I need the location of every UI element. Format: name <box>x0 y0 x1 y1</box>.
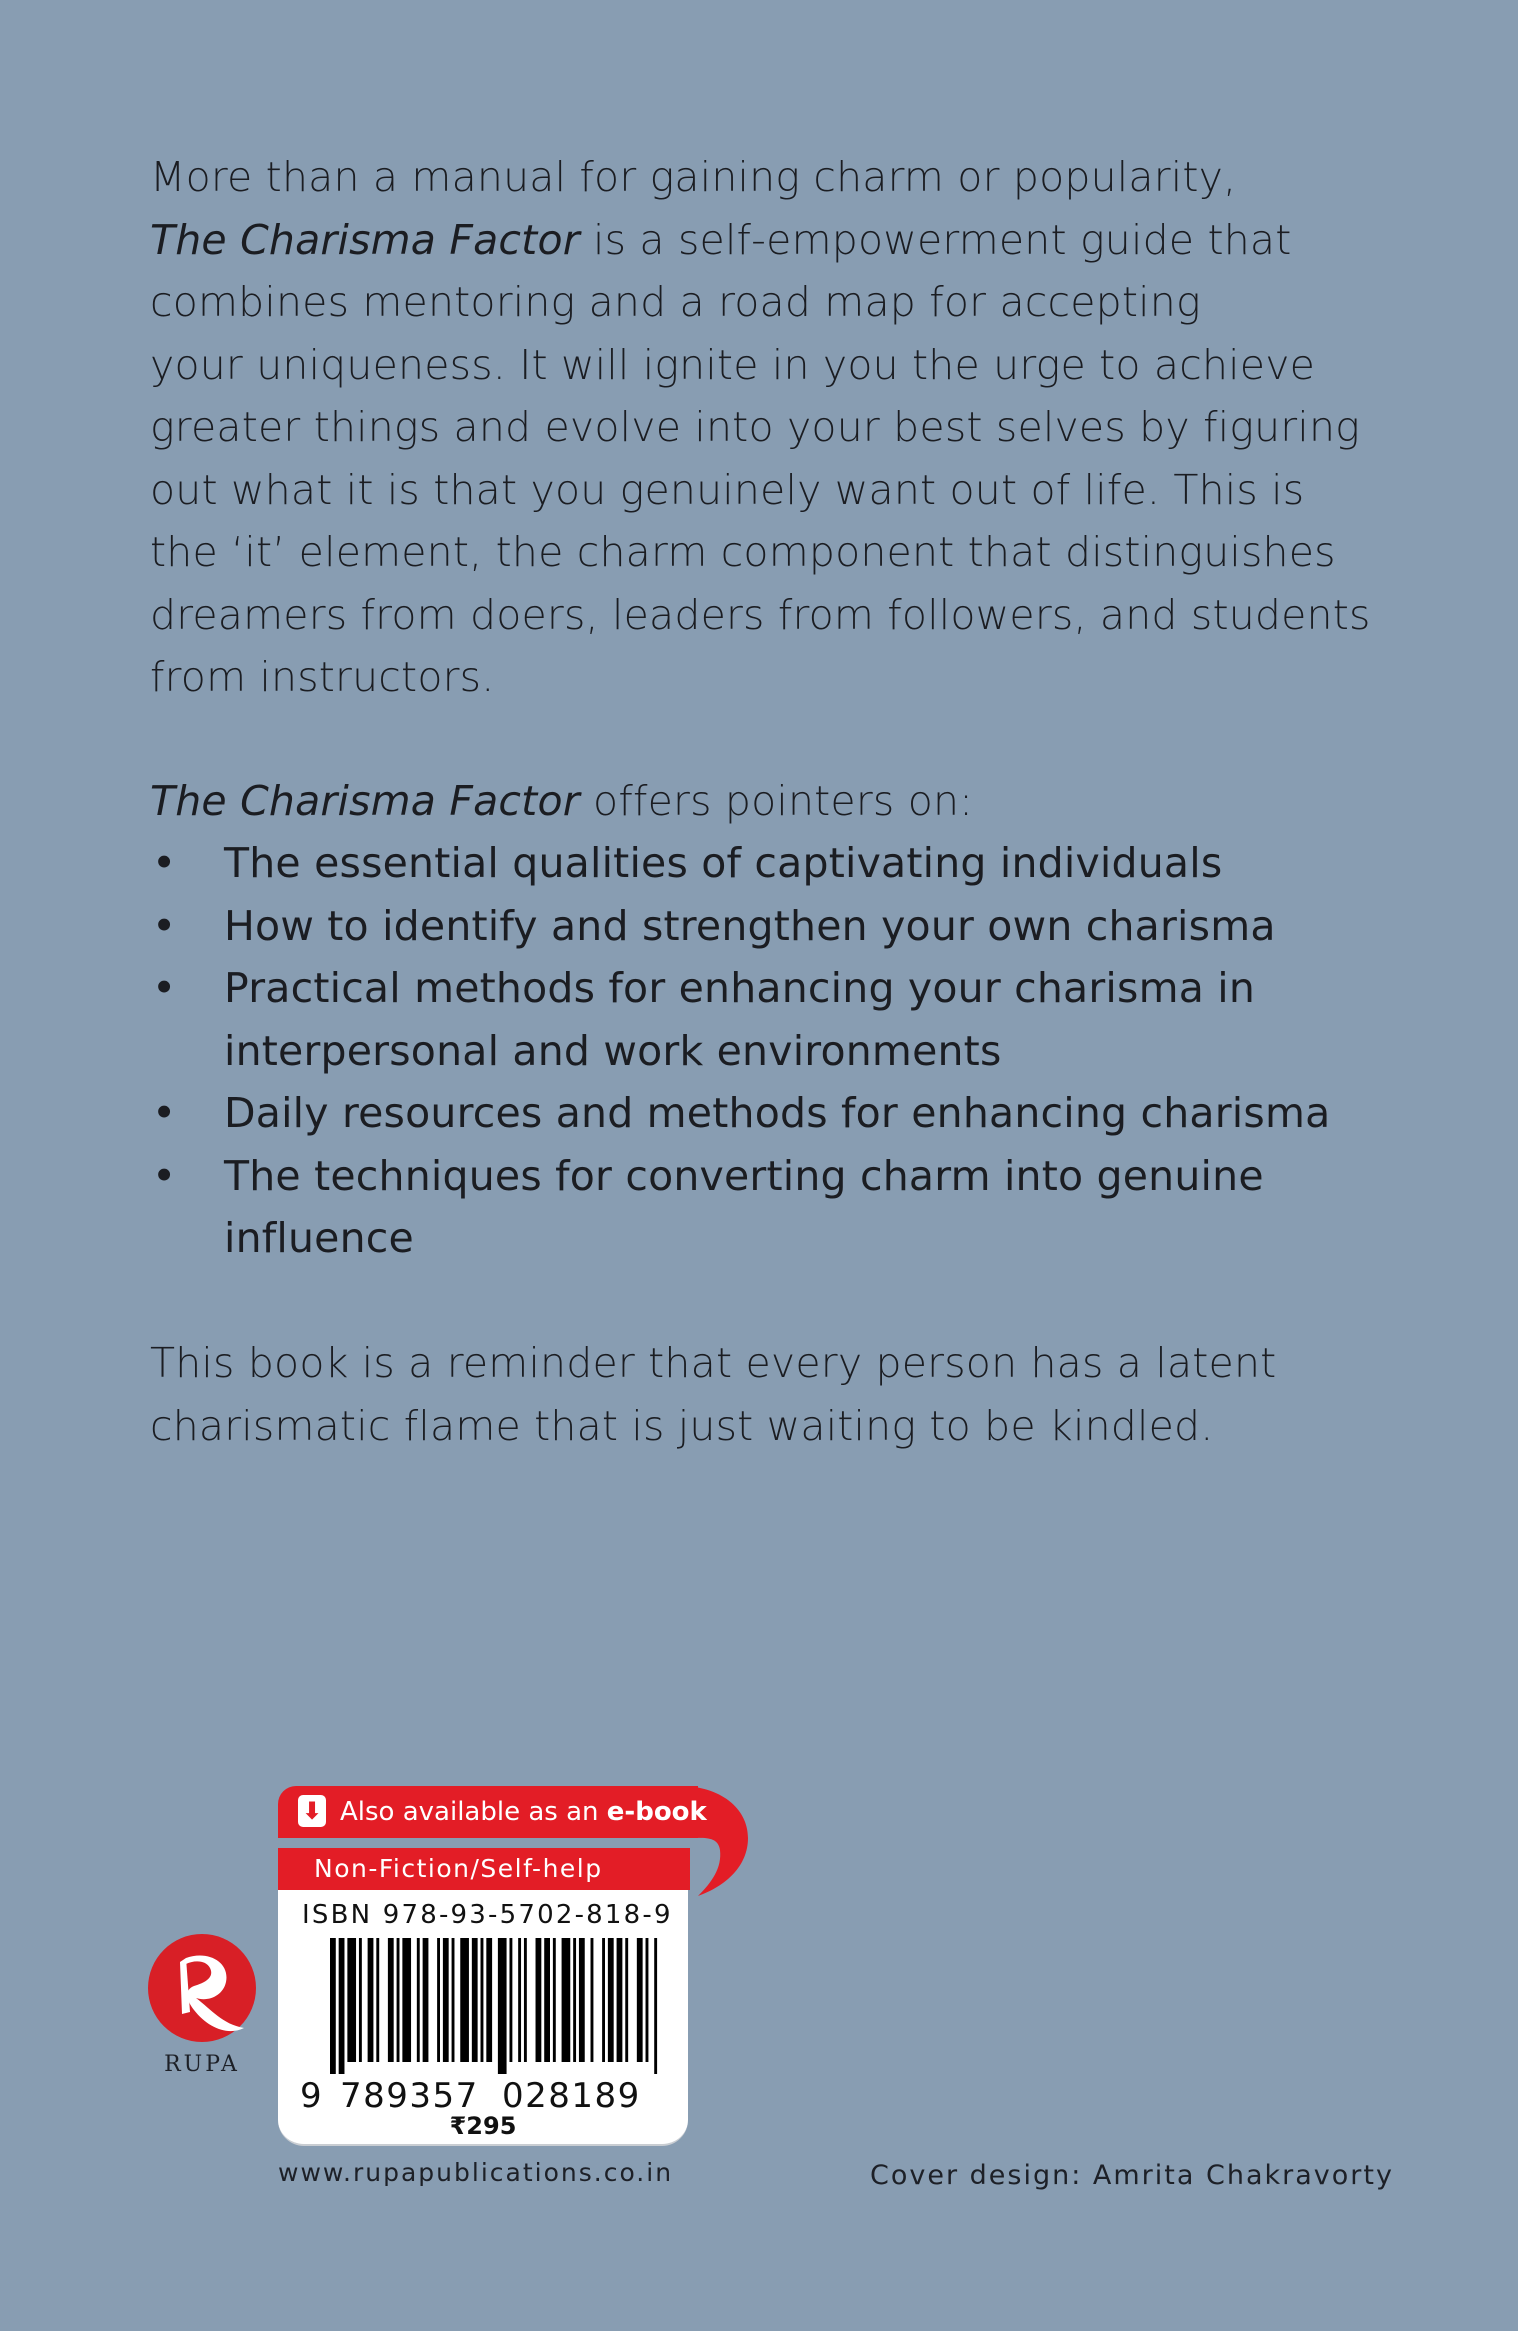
barcode-bar <box>579 1938 585 2062</box>
barcode-bar <box>562 1938 571 2062</box>
barcode-bar <box>654 1938 657 2074</box>
barcode-bar <box>524 1938 527 2062</box>
bullet-icon: • <box>152 839 177 887</box>
pointer-text: Daily resources and methods for enhancing charisma <box>224 1089 1331 1137</box>
genre-label: Non-Fiction/Self-help <box>278 1848 690 1890</box>
blurb-line: combines mentoring and a road map for accepting <box>150 278 1201 326</box>
ebook-availability-banner <box>278 1786 707 1838</box>
pointer-item <box>150 957 1410 1082</box>
pointer-text: Practical methods for enhancing your charisma in <box>224 964 1256 1012</box>
barcode-bar <box>617 1938 623 2062</box>
blurb-paragraph-1 <box>150 146 1410 709</box>
pointer-item <box>150 1082 1410 1145</box>
book-title-italic: The Charisma Factor <box>150 215 580 264</box>
barcode-bar <box>553 1938 556 2062</box>
barcode-bar <box>339 1938 345 2074</box>
pointer-text: The techniques for converting charm into genuine <box>224 1151 1264 1200</box>
barcode-bar <box>646 1938 649 2062</box>
barcode-bar <box>591 1938 594 2062</box>
pointer-item <box>150 1145 1410 1270</box>
blurb-line: out what it is that you genuinely want out of life. This is <box>150 465 1305 514</box>
barcode-panel <box>278 1890 688 2146</box>
blurb-line: the ‘it’ element, the charm component that distinguishes <box>150 528 1336 576</box>
blurb-line: greater things and evolve into your best selves by figuring <box>150 403 1360 451</box>
closing-paragraph <box>150 1332 1410 1457</box>
pointers-list <box>150 832 1410 1270</box>
pointers-intro-line <box>150 770 1410 833</box>
blurb-line: from instructors. <box>150 653 495 701</box>
barcode-bar <box>573 1938 576 2062</box>
pointer-text-continued: influence <box>224 1214 414 1262</box>
pointer-text: The essential qualities of captivating individuals <box>224 839 1223 887</box>
ebook-bold: e-book <box>606 1797 707 1827</box>
download-icon: ⬇ <box>298 1795 326 1827</box>
blurb-line <box>150 209 1410 272</box>
barcode-image <box>330 1938 660 2074</box>
pointers-intro <box>150 770 1410 833</box>
bullet-icon: • <box>152 1151 177 1200</box>
pointer-item <box>150 895 1410 958</box>
barcode-bar <box>509 1938 512 2062</box>
barcode-bar <box>637 1938 643 2062</box>
barcode-bar <box>443 1938 449 2062</box>
blurb-line: your uniqueness. It will ignite in you the urge to achieve <box>150 340 1316 389</box>
blurb-line: More than a manual for gaining charm or popularity, <box>150 153 1237 201</box>
pointer-text: How to identify and strengthen your own charisma <box>224 901 1276 950</box>
barcode-bar <box>544 1938 550 2062</box>
blurb-line: dreamers from doers, leaders from followers, and students <box>150 590 1371 639</box>
barcode-bar <box>402 1938 411 2062</box>
publisher-website: www.rupapublications.co.in <box>278 2158 674 2187</box>
barcode-bar <box>498 1938 507 2074</box>
closing-line: charismatic flame that is just waiting to be kindled. <box>150 1401 1214 1450</box>
barcode-bar <box>536 1938 542 2062</box>
barcode-bar <box>452 1938 455 2062</box>
barcode-bar <box>347 1938 356 2062</box>
price-label: ₹295 <box>449 2112 517 2140</box>
ebook-text <box>340 1786 707 1838</box>
ean-left-group: 789357 <box>340 2076 479 2116</box>
barcode-bar <box>397 1938 400 2062</box>
barcode-bar <box>417 1938 420 2062</box>
barcode-bar <box>625 1938 628 2062</box>
barcode-bar <box>486 1938 492 2062</box>
barcode-bar <box>388 1938 394 2062</box>
barcode-bar <box>518 1938 521 2062</box>
ean-right-group: 028189 <box>502 2076 641 2116</box>
barcode-bar <box>481 1938 484 2062</box>
cover-design-credit: Cover design: Amrita Chakravorty <box>870 2160 1394 2191</box>
barcode-bar <box>472 1938 478 2062</box>
barcode-bar <box>368 1938 374 2062</box>
publisher-name: RUPA <box>164 2052 240 2077</box>
barcode-bar <box>359 1938 362 2062</box>
blurb-text: is a self-empowerment guide that <box>579 215 1292 264</box>
book-title-italic: The Charisma Factor <box>150 777 580 825</box>
barcode-bar <box>608 1938 614 2062</box>
ean-first-digit: 9 <box>300 2076 323 2116</box>
barcode-bar <box>330 1938 336 2074</box>
bullet-icon: • <box>152 964 177 1012</box>
barcode-bar <box>423 1938 429 2062</box>
barcode-bar <box>376 1938 379 2062</box>
barcode-bar <box>460 1938 469 2062</box>
barcode-bar <box>602 1938 605 2062</box>
pointer-text-continued: interpersonal and work environments <box>224 1026 1002 1075</box>
bullet-icon: • <box>152 901 177 950</box>
ebook-prefix: Also available as an <box>340 1797 607 1827</box>
isbn-number: ISBN 978-93-5702-818-9 <box>302 1900 673 1930</box>
barcode-bar <box>437 1938 440 2062</box>
closing-line: This book is a reminder that every person has a latent <box>150 1339 1277 1387</box>
pointer-item <box>150 832 1410 895</box>
pointers-intro-text: offers pointers on: <box>579 777 974 825</box>
bullet-icon: • <box>152 1089 177 1137</box>
